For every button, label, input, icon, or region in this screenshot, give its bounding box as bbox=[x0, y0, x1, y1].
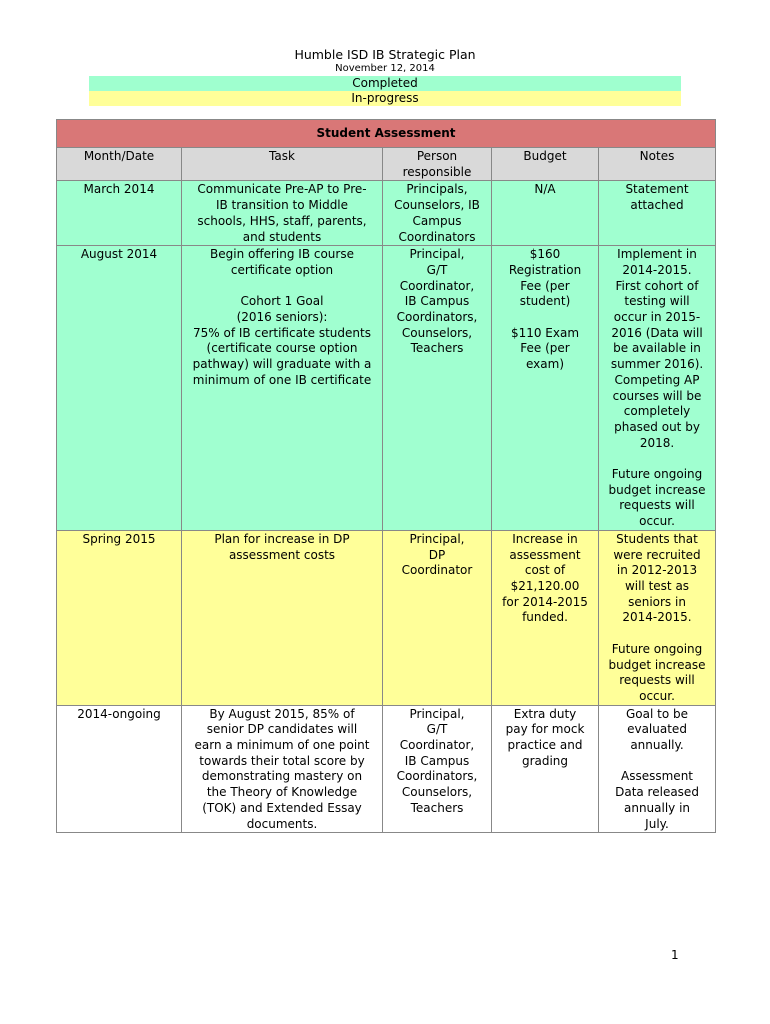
column-header-task: Task bbox=[182, 148, 383, 181]
cell-budget: Extra duty pay for mock practice and grading bbox=[492, 705, 599, 833]
cell-task: Communicate Pre-AP to Pre- IB transition to Middle schools, HHS, staff, parents, and students bbox=[182, 181, 383, 246]
cell-budget: $160 Registration Fee (per student) $110 Exam Fee (per exam) bbox=[492, 246, 599, 531]
table-row bbox=[57, 705, 716, 833]
table-row bbox=[57, 530, 716, 705]
column-header-notes: Notes bbox=[599, 148, 716, 181]
page-number: 1 bbox=[671, 948, 679, 962]
cell-notes: Students that were recruited in 2012-2013 will test as seniors in 2014-2015. Future ongoing budget increase requests will occur. bbox=[599, 530, 716, 705]
legend-inprogress: In-progress bbox=[89, 91, 681, 106]
legend-completed: Completed bbox=[89, 76, 681, 91]
cell-person: Principal, G/T Coordinator, IB Campus Coordinators, Counselors, Teachers bbox=[383, 705, 492, 833]
cell-month: March 2014 bbox=[57, 181, 182, 246]
document-date: November 12, 2014 bbox=[335, 63, 435, 74]
table-row bbox=[57, 246, 716, 531]
cell-month: 2014-ongoing bbox=[57, 705, 182, 833]
strategic-plan-table bbox=[56, 119, 716, 833]
section-title: Student Assessment bbox=[57, 120, 716, 148]
column-header-budget: Budget bbox=[492, 148, 599, 181]
cell-task: Begin offering IB course certificate option Cohort 1 Goal (2016 seniors): 75% of IB certificate students (certificate course option pathway) will graduate with a minimum of one IB certificate bbox=[182, 246, 383, 531]
cell-notes: Statement attached bbox=[599, 181, 716, 246]
cell-notes: Implement in 2014-2015. First cohort of testing will occur in 2015- 2016 (Data will be available in summer 2016). Competing AP courses will be completely phased out by 2018. Future ongoing budget increase requests will occur. bbox=[599, 246, 716, 531]
table-row bbox=[57, 181, 716, 246]
cell-month: Spring 2015 bbox=[57, 530, 182, 705]
cell-month: August 2014 bbox=[57, 246, 182, 531]
column-header-row bbox=[57, 148, 716, 181]
cell-budget: Increase in assessment cost of $21,120.00 for 2014-2015 funded. bbox=[492, 530, 599, 705]
cell-person: Principal, DP Coordinator bbox=[383, 530, 492, 705]
cell-budget: N/A bbox=[492, 181, 599, 246]
cell-person: Principal, G/T Coordinator, IB Campus Coordinators, Counselors, Teachers bbox=[383, 246, 492, 531]
column-header-month: Month/Date bbox=[57, 148, 182, 181]
cell-task: By August 2015, 85% of senior DP candidates will earn a minimum of one point towards their total score by demonstrating mastery on the Theory of Knowledge (TOK) and Extended Essay documents. bbox=[182, 705, 383, 833]
column-header-person: Person responsible bbox=[383, 148, 492, 181]
cell-notes: Goal to be evaluated annually. Assessment Data released annually in July. bbox=[599, 705, 716, 833]
section-header-row bbox=[57, 120, 716, 148]
cell-task: Plan for increase in DP assessment costs bbox=[182, 530, 383, 705]
document-title: Humble ISD IB Strategic Plan bbox=[294, 47, 476, 62]
cell-person: Principals, Counselors, IB Campus Coordinators bbox=[383, 181, 492, 246]
